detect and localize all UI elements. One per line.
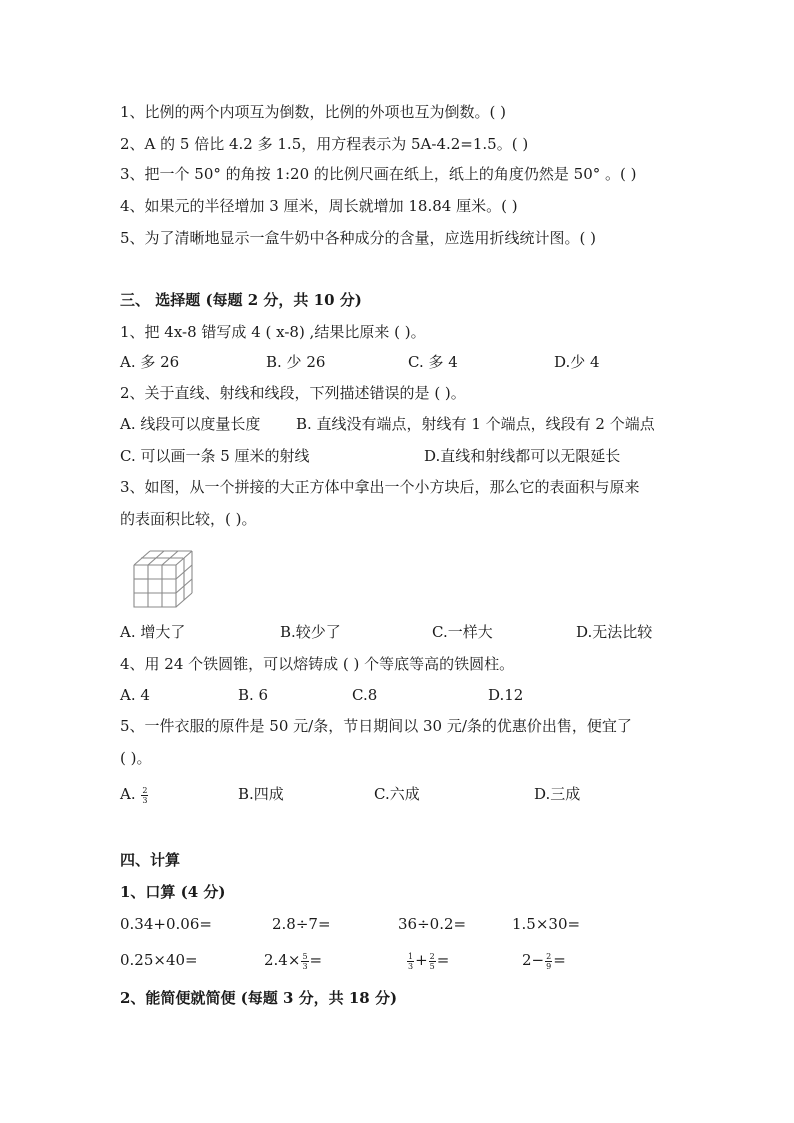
choice-q3-text-line2: 的表面积比较，( )。 [120, 510, 257, 528]
fraction: $\frac{1}{3}$ [408, 951, 414, 971]
choice-section-heading: 三、 选择题 (每题 2 分，共 10 分) [120, 291, 362, 309]
calc-row2-item-1: 0.25×40= [120, 951, 198, 969]
judgement-item-5: 5、为了清晰地显示一盒牛奶中各种成分的含量，应选用折线统计图。( ) [120, 229, 597, 247]
calc-row1-item-3: 36÷0.2= [398, 915, 467, 933]
judgement-item-1: 1、比例的两个内项互为倒数，比例的外项也互为倒数。( ) [120, 103, 507, 121]
choice-q4-option-c: C.8 [352, 686, 378, 704]
calc-section-heading: 四、计算 [120, 851, 181, 869]
choice-q2-option-b: B. 直线没有端点，射线有 1 个端点，线段有 2 个端点 [296, 415, 655, 433]
choice-q1-option-b: B. 少 26 [266, 353, 326, 371]
choice-q5-option-c: C.六成 [374, 785, 420, 803]
calc-row2-item-2: 2.4× $\frac{5}{3}$ = [264, 951, 323, 971]
choice-q3-text-line1: 3、如图，从一个拼接的大正方体中拿出一个小方块后，那么它的表面积与原来 [120, 478, 640, 496]
choice-q4-option-b: B. 6 [238, 686, 269, 704]
judgement-item-4: 4、如果元的半径增加 3 厘米，周长就增加 18.84 厘米。( ) [120, 197, 518, 215]
calc-row1-item-1: 0.34+0.06= [120, 915, 212, 933]
fraction: $\frac{2}{5}$ [429, 951, 435, 971]
choice-q4-option-a: A. 4 [120, 686, 150, 704]
choice-q3-option-c: C.一样大 [432, 623, 493, 641]
calc-sub1-heading: 1、口算 (4 分) [120, 883, 226, 901]
choice-q1-option-c: C. 多 4 [408, 353, 458, 371]
choice-q2-text: 2、关于直线、射线和线段，下列描述错误的是 ( )。 [120, 384, 466, 402]
cube-figure [132, 548, 196, 610]
choice-q2-option-d: D.直线和射线都可以无限延长 [424, 447, 621, 465]
choice-q3-option-a: A. 增大了 [120, 623, 186, 641]
choice-q3-option-b: B.较少了 [280, 623, 341, 641]
choice-q1-text: 1、把 4x-8 错写成 4 ( x-8) ,结果比原来 ( )。 [120, 323, 426, 341]
choice-q5-option-d: D.三成 [534, 785, 581, 803]
choice-q5-text-line2: ( )。 [120, 749, 152, 767]
calc-sub2-heading: 2、能简便就简便 (每题 3 分，共 18 分) [120, 989, 398, 1007]
choice-q5-option-a [120, 784, 149, 805]
choice-q5-option-a-prefix: A. [120, 785, 136, 803]
choice-q3-option-d: D.无法比较 [576, 623, 653, 641]
calc-row2-item-3: $\frac{1}{3}$ + $\frac{2}{5}$ = [408, 951, 450, 971]
calc-row1-item-2: 2.8÷7= [272, 915, 331, 933]
calc-row1-item-4: 1.5×30= [512, 915, 581, 933]
fraction: $\frac{5}{3}$ [302, 951, 308, 971]
calc-row2-item-4: 2− $\frac{2}{9}$ = [522, 951, 566, 971]
choice-q1-option-a: A. 多 26 [120, 353, 180, 371]
choice-q5-option-a-fraction: $\frac{2}{3}$ [142, 785, 148, 805]
choice-q5-text-line1: 5、一件衣服的原件是 50 元/条，节日期间以 30 元/条的优惠价出售，便宜了 [120, 717, 632, 735]
choice-q5-option-b: B.四成 [238, 785, 284, 803]
choice-q2-option-a: A. 线段可以度量长度 [120, 415, 261, 433]
choice-q4-option-d: D.12 [488, 686, 524, 704]
choice-q2-option-c: C. 可以画一条 5 厘米的射线 [120, 447, 310, 465]
judgement-item-3: 3、把一个 50° 的角按 1:20 的比例尺画在纸上，纸上的角度仍然是 50° 。( ) [120, 165, 637, 183]
fraction: $\frac{2}{9}$ [546, 951, 552, 971]
judgement-item-2: 2、A 的 5 倍比 4.2 多 1.5，用方程表示为 5A-4.2=1.5。( ) [120, 135, 529, 153]
choice-q1-option-d: D.少 4 [554, 353, 600, 371]
choice-q4-text: 4、用 24 个铁圆锥，可以熔铸成 ( ) 个等底等高的铁圆柱。 [120, 655, 515, 673]
